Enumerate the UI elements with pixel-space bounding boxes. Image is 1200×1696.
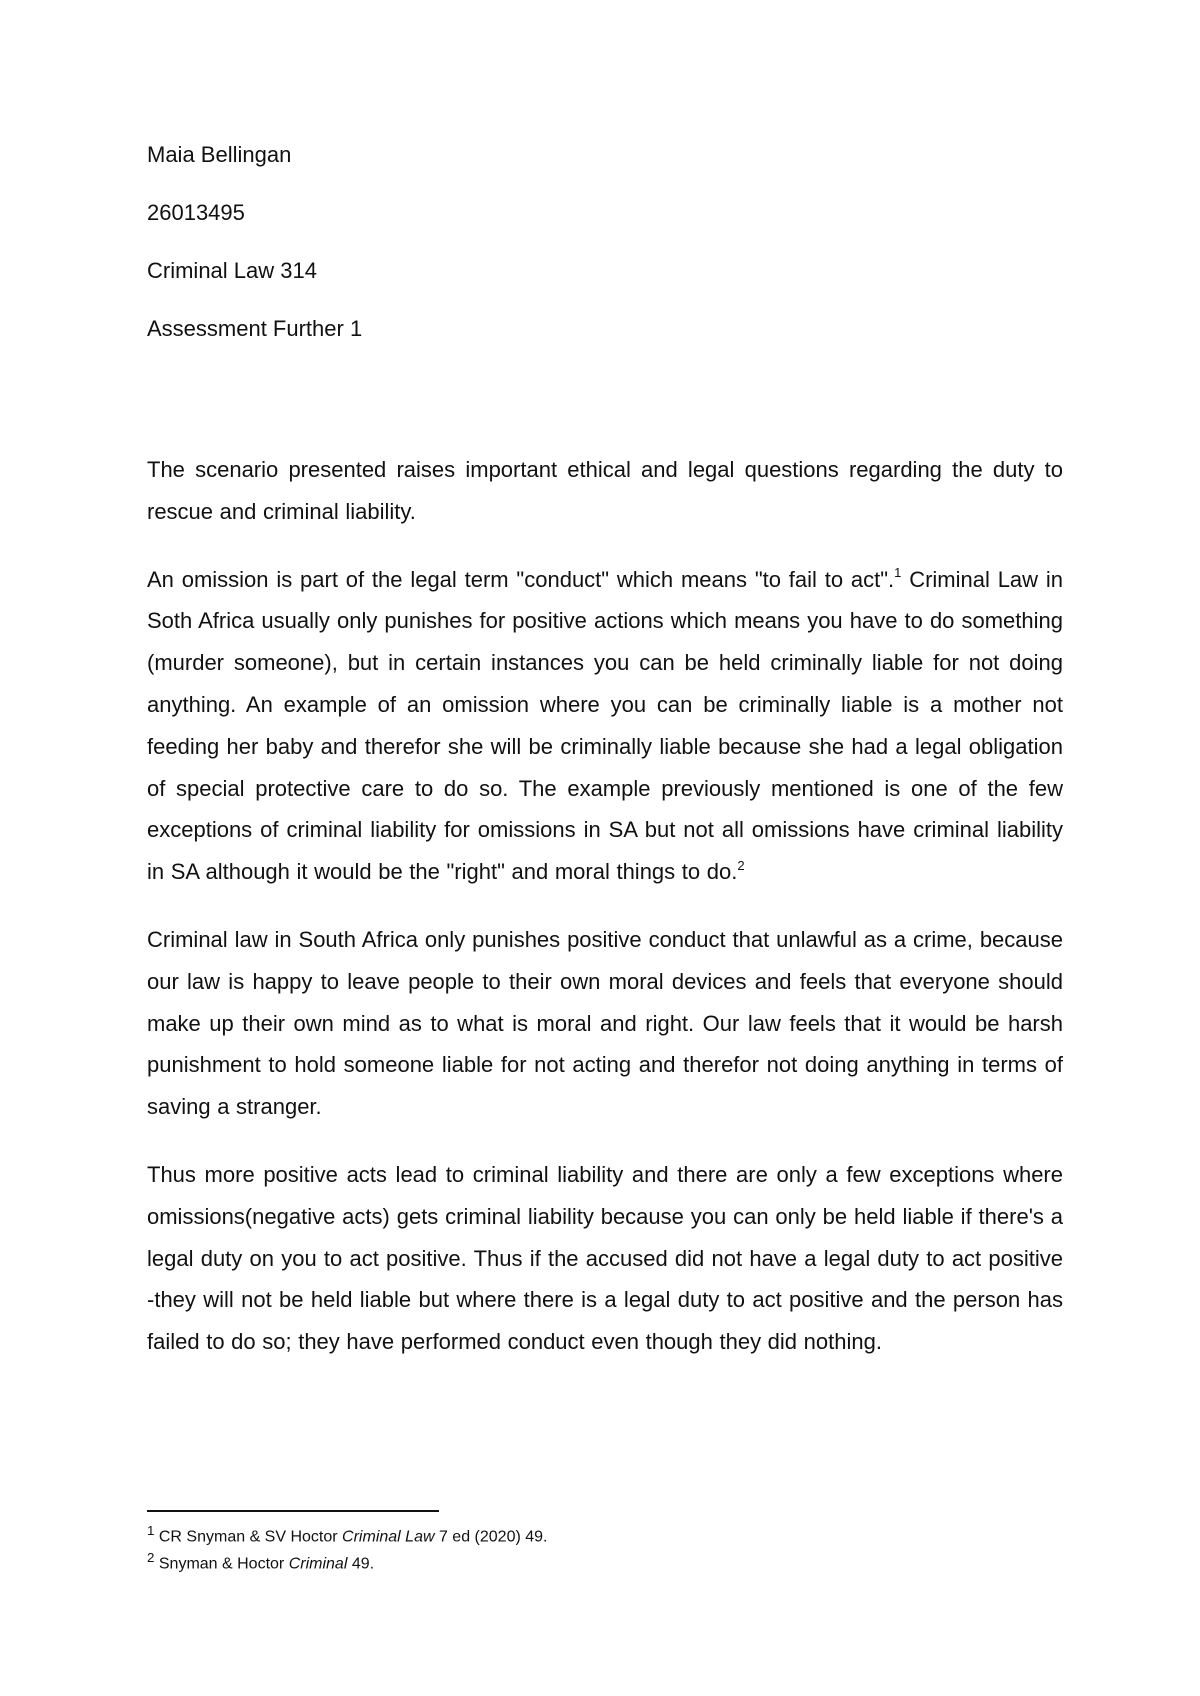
footnote-2 <box>147 1547 1063 1574</box>
paragraph-omission <box>147 559 1063 893</box>
footnote-2-title: Criminal <box>288 1555 348 1573</box>
footnote-1-number: 1 <box>147 1523 155 1538</box>
paragraph-conclusion: Thus more positive acts lead to criminal liability and there are only a few exceptions where omissions(negative acts) gets criminal liability because you can only be held liable if there's a legal duty on you to act positive. Thus if the accused did not have a legal duty to act positive -they will not be held liable but where there is a legal duty to act positive and the person has failed to do so; they have performed conduct even though they did nothing. <box>147 1161 1063 1355</box>
footnote-2-text-before: Snyman & Hoctor <box>154 1555 289 1573</box>
student-number: 26013495 <box>147 200 245 225</box>
author-name: Maia Bellingan <box>147 142 292 167</box>
footnote-1-text-before: CR Snyman & SV Hoctor <box>154 1528 343 1546</box>
footnotes-section <box>147 1510 1063 1575</box>
course-name: Criminal Law 314 <box>147 258 317 283</box>
footnote-2-text-after: 49. <box>347 1555 375 1573</box>
footnote-ref-1: 1 <box>894 565 902 581</box>
footnote-2-number: 2 <box>147 1550 155 1566</box>
footnote-1-title: Criminal Law <box>342 1528 435 1546</box>
assessment-title: Assessment Further 1 <box>147 316 363 341</box>
paragraph-omission-text-1: An omission is part of the legal term "conduct" which means "to fail to act". <box>147 566 895 592</box>
paragraph-intro: The scenario presented raises important ethical and legal questions regarding the duty to rescue and criminal liability. <box>147 457 1063 524</box>
footnote-ref-2: 2 <box>737 857 745 873</box>
footnote-1 <box>147 1520 1063 1547</box>
paragraph-omission-text-2: Criminal Law in Soth Africa usually only punishes for positive actions which means you have to do something (murder someone), but in certain instances you can be held criminally liable for not doing anything. An example of an omission where you can be criminally liable is a mother not feeding her baby and therefor she will be criminally liable because she had a legal obligation of special protective care to do so. The example previously mentioned is one of the few exceptions of criminal liability for omissions in SA but not all omissions have criminal liability in SA although it would be the "right" and moral things to do. <box>147 566 1063 885</box>
paragraph-positive-conduct: Criminal law in South Africa only punishes positive conduct that unlawful as a crime, because our law is happy to leave people to their own moral devices and feels that everyone should make up their own mind as to what is moral and right. Our law feels that it would be harsh punishment to hold someone liable for not acting and therefor not doing anything in terms of saving a stranger. <box>147 926 1063 1120</box>
footnote-separator <box>147 1510 439 1512</box>
essay-body <box>147 449 1063 1389</box>
header-block <box>147 142 1067 374</box>
footnote-1-text-after: 7 ed (2020) 49. <box>434 1528 548 1546</box>
